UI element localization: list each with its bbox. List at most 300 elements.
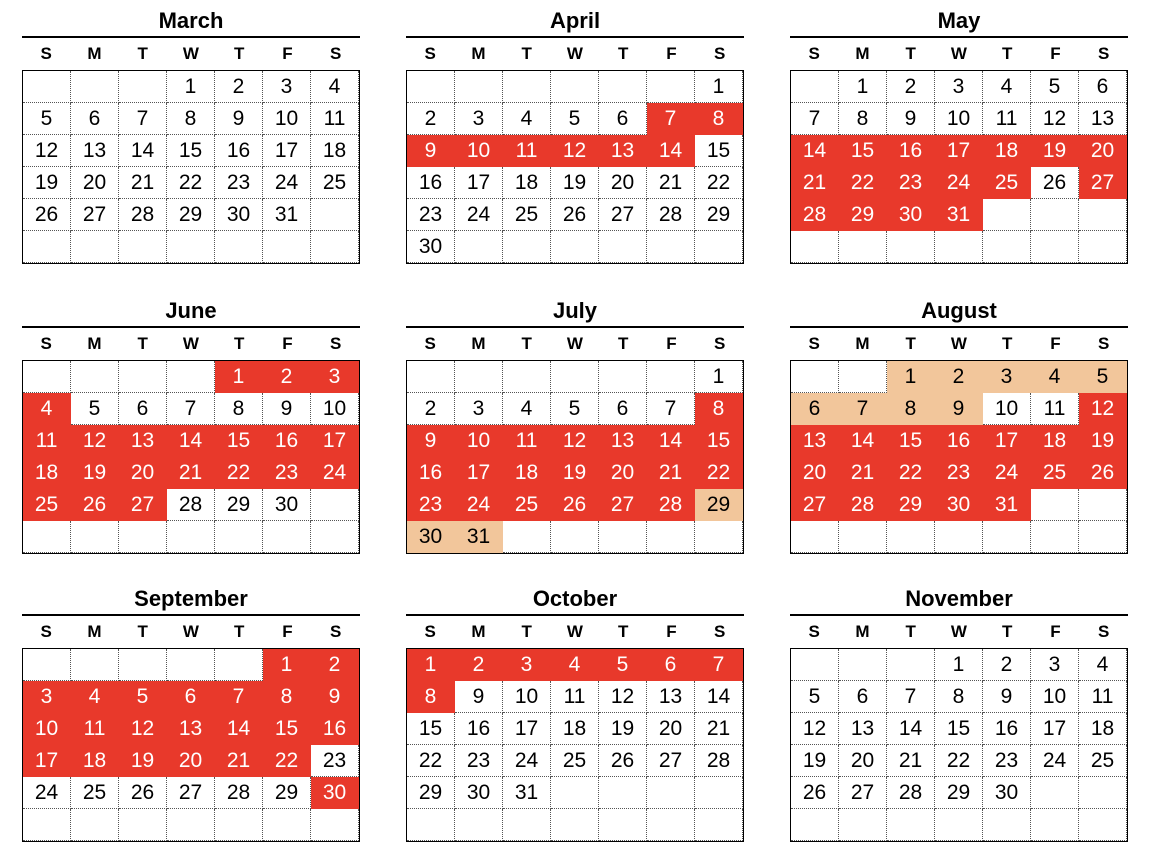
- day-cell[interactable]: 1: [935, 649, 983, 681]
- day-cell[interactable]: 30: [455, 777, 503, 809]
- day-cell[interactable]: 17: [311, 425, 359, 457]
- day-cell[interactable]: 20: [71, 167, 119, 199]
- day-cell[interactable]: 21: [167, 457, 215, 489]
- day-cell[interactable]: 4: [983, 71, 1031, 103]
- day-cell[interactable]: 22: [167, 167, 215, 199]
- day-cell[interactable]: 10: [311, 393, 359, 425]
- day-cell[interactable]: 17: [455, 167, 503, 199]
- day-cell[interactable]: 9: [407, 425, 455, 457]
- day-cell[interactable]: 11: [503, 135, 551, 167]
- day-cell[interactable]: 17: [23, 745, 71, 777]
- day-cell[interactable]: 13: [599, 135, 647, 167]
- day-cell[interactable]: 16: [455, 713, 503, 745]
- day-cell[interactable]: 29: [887, 489, 935, 521]
- day-cell[interactable]: 5: [551, 103, 599, 135]
- empty-cell: [119, 361, 167, 393]
- day-cell[interactable]: 2: [455, 649, 503, 681]
- day-cell[interactable]: 22: [695, 457, 743, 489]
- day-cell[interactable]: 18: [983, 135, 1031, 167]
- day-cell[interactable]: 27: [791, 489, 839, 521]
- day-cell[interactable]: 7: [647, 103, 695, 135]
- day-cell[interactable]: 27: [71, 199, 119, 231]
- day-cell[interactable]: 31: [935, 199, 983, 231]
- day-cell[interactable]: 28: [839, 489, 887, 521]
- day-cell[interactable]: 1: [695, 71, 743, 103]
- day-cell[interactable]: 26: [23, 199, 71, 231]
- day-cell[interactable]: 2: [935, 361, 983, 393]
- day-cell[interactable]: 16: [887, 135, 935, 167]
- day-cell[interactable]: 5: [1079, 361, 1127, 393]
- day-cell[interactable]: 30: [935, 489, 983, 521]
- empty-cell: [935, 809, 983, 841]
- day-cell[interactable]: 20: [1079, 135, 1127, 167]
- day-cell[interactable]: 14: [695, 681, 743, 713]
- day-cell[interactable]: 20: [599, 167, 647, 199]
- day-cell[interactable]: 16: [407, 167, 455, 199]
- day-cell[interactable]: 1: [407, 649, 455, 681]
- day-cell[interactable]: 28: [215, 777, 263, 809]
- day-cell[interactable]: 21: [839, 457, 887, 489]
- day-cell[interactable]: 8: [215, 393, 263, 425]
- day-cell[interactable]: 9: [311, 681, 359, 713]
- day-cell[interactable]: 17: [1031, 713, 1079, 745]
- day-cell[interactable]: 7: [695, 649, 743, 681]
- day-cell[interactable]: 13: [599, 425, 647, 457]
- day-cell[interactable]: 17: [263, 135, 311, 167]
- day-cell[interactable]: 13: [167, 713, 215, 745]
- day-cell[interactable]: 28: [791, 199, 839, 231]
- day-cell[interactable]: 29: [407, 777, 455, 809]
- day-cell[interactable]: 13: [119, 425, 167, 457]
- day-cell[interactable]: 23: [311, 745, 359, 777]
- day-cell[interactable]: 10: [983, 393, 1031, 425]
- day-cell[interactable]: 13: [839, 713, 887, 745]
- day-cell[interactable]: 21: [791, 167, 839, 199]
- day-cell[interactable]: 12: [791, 713, 839, 745]
- day-cell[interactable]: 28: [119, 199, 167, 231]
- day-cell[interactable]: 29: [167, 199, 215, 231]
- empty-cell: [1031, 489, 1079, 521]
- day-cell[interactable]: 12: [1079, 393, 1127, 425]
- day-cell[interactable]: 3: [1031, 649, 1079, 681]
- day-cell[interactable]: 21: [647, 167, 695, 199]
- day-cell[interactable]: 19: [23, 167, 71, 199]
- day-cell[interactable]: 16: [311, 713, 359, 745]
- day-cell[interactable]: 11: [1079, 681, 1127, 713]
- day-cell[interactable]: 12: [1031, 103, 1079, 135]
- empty-cell: [1031, 777, 1079, 809]
- day-cell[interactable]: 6: [1079, 71, 1127, 103]
- day-cell[interactable]: 6: [167, 681, 215, 713]
- day-cell[interactable]: 7: [167, 393, 215, 425]
- day-cell[interactable]: 31: [455, 521, 503, 553]
- day-cell[interactable]: 30: [407, 521, 455, 553]
- day-cell[interactable]: 17: [455, 457, 503, 489]
- day-cell[interactable]: 29: [263, 777, 311, 809]
- day-cell[interactable]: 6: [599, 103, 647, 135]
- day-cell[interactable]: 30: [263, 489, 311, 521]
- day-cell[interactable]: 15: [839, 135, 887, 167]
- empty-cell: [311, 809, 359, 841]
- day-cell[interactable]: 25: [983, 167, 1031, 199]
- day-cell[interactable]: 1: [839, 71, 887, 103]
- weekday-header: S: [1098, 334, 1110, 353]
- day-cell[interactable]: 12: [119, 713, 167, 745]
- day-cell[interactable]: 20: [791, 457, 839, 489]
- empty-cell: [503, 71, 551, 103]
- day-cell[interactable]: 24: [1031, 745, 1079, 777]
- day-cell[interactable]: 20: [167, 745, 215, 777]
- day-cell[interactable]: 3: [263, 71, 311, 103]
- day-cell[interactable]: 12: [599, 681, 647, 713]
- day-cell[interactable]: 2: [983, 649, 1031, 681]
- empty-cell: [119, 231, 167, 263]
- day-cell[interactable]: 25: [503, 199, 551, 231]
- day-cell[interactable]: 8: [887, 393, 935, 425]
- day-cell[interactable]: 13: [71, 135, 119, 167]
- day-cell[interactable]: 2: [215, 71, 263, 103]
- day-cell[interactable]: 21: [119, 167, 167, 199]
- day-cell[interactable]: 6: [791, 393, 839, 425]
- day-cell[interactable]: 19: [551, 457, 599, 489]
- day-cell[interactable]: 5: [599, 649, 647, 681]
- day-cell[interactable]: 4: [23, 393, 71, 425]
- day-cell[interactable]: 19: [71, 457, 119, 489]
- day-cell[interactable]: 23: [407, 199, 455, 231]
- day-cell[interactable]: 7: [119, 103, 167, 135]
- day-cell[interactable]: 2: [887, 71, 935, 103]
- day-cell[interactable]: 8: [407, 681, 455, 713]
- day-cell[interactable]: 4: [311, 71, 359, 103]
- day-cell[interactable]: 12: [23, 135, 71, 167]
- day-cell[interactable]: 29: [839, 199, 887, 231]
- day-cell[interactable]: 11: [503, 425, 551, 457]
- day-cell[interactable]: 12: [551, 425, 599, 457]
- day-cell[interactable]: 7: [215, 681, 263, 713]
- day-cell[interactable]: 31: [983, 489, 1031, 521]
- day-cell[interactable]: 9: [887, 103, 935, 135]
- day-cell[interactable]: 13: [647, 681, 695, 713]
- day-cell[interactable]: 15: [167, 135, 215, 167]
- day-cell[interactable]: 1: [887, 361, 935, 393]
- day-cell[interactable]: 5: [1031, 71, 1079, 103]
- day-cell[interactable]: 30: [887, 199, 935, 231]
- day-cell[interactable]: 25: [1079, 745, 1127, 777]
- day-cell[interactable]: 15: [407, 713, 455, 745]
- day-cell[interactable]: 14: [119, 135, 167, 167]
- day-cell[interactable]: 26: [71, 489, 119, 521]
- day-cell[interactable]: 23: [407, 489, 455, 521]
- day-cell[interactable]: 5: [551, 393, 599, 425]
- day-cell[interactable]: 22: [215, 457, 263, 489]
- day-cell[interactable]: 11: [311, 103, 359, 135]
- day-cell[interactable]: 9: [263, 393, 311, 425]
- day-cell[interactable]: 28: [647, 489, 695, 521]
- day-cell[interactable]: 18: [311, 135, 359, 167]
- day-cell[interactable]: 28: [887, 777, 935, 809]
- weekday-header: S: [40, 622, 52, 641]
- day-cell[interactable]: 22: [263, 745, 311, 777]
- day-cell[interactable]: 14: [647, 425, 695, 457]
- day-cell[interactable]: 2: [407, 393, 455, 425]
- weekday-header: T: [137, 44, 148, 63]
- day-cell[interactable]: 24: [455, 199, 503, 231]
- day-cell[interactable]: 18: [23, 457, 71, 489]
- month-april: [406, 4, 744, 264]
- day-cell[interactable]: 11: [983, 103, 1031, 135]
- day-cell[interactable]: 1: [695, 361, 743, 393]
- empty-cell: [23, 809, 71, 841]
- day-cell[interactable]: 21: [215, 745, 263, 777]
- day-cell[interactable]: 17: [983, 425, 1031, 457]
- day-cell[interactable]: 30: [215, 199, 263, 231]
- day-cell[interactable]: 15: [695, 425, 743, 457]
- day-cell[interactable]: 4: [1031, 361, 1079, 393]
- day-cell[interactable]: 7: [647, 393, 695, 425]
- day-cell[interactable]: 8: [695, 393, 743, 425]
- day-cell[interactable]: 19: [791, 745, 839, 777]
- day-cell[interactable]: 31: [503, 777, 551, 809]
- day-cell[interactable]: 1: [263, 649, 311, 681]
- day-cell[interactable]: 14: [215, 713, 263, 745]
- day-cell[interactable]: 16: [263, 425, 311, 457]
- day-cell[interactable]: 27: [119, 489, 167, 521]
- day-cell[interactable]: 22: [407, 745, 455, 777]
- day-cell[interactable]: 7: [839, 393, 887, 425]
- day-cell[interactable]: 29: [215, 489, 263, 521]
- day-cell[interactable]: 10: [263, 103, 311, 135]
- day-cell[interactable]: 11: [71, 713, 119, 745]
- day-cell[interactable]: 8: [695, 103, 743, 135]
- day-cell[interactable]: 4: [71, 681, 119, 713]
- day-cell[interactable]: 19: [551, 167, 599, 199]
- day-cell[interactable]: 21: [647, 457, 695, 489]
- day-cell[interactable]: 15: [263, 713, 311, 745]
- day-cell[interactable]: 25: [503, 489, 551, 521]
- day-cell[interactable]: 3: [311, 361, 359, 393]
- day-cell[interactable]: 2: [311, 649, 359, 681]
- day-cell[interactable]: 25: [71, 777, 119, 809]
- day-cell[interactable]: 11: [23, 425, 71, 457]
- day-cell[interactable]: 23: [887, 167, 935, 199]
- day-cell[interactable]: 27: [599, 489, 647, 521]
- day-cell[interactable]: 30: [311, 777, 359, 809]
- day-cell[interactable]: 8: [839, 103, 887, 135]
- empty-cell: [71, 361, 119, 393]
- day-cell[interactable]: 8: [263, 681, 311, 713]
- day-cell[interactable]: 10: [1031, 681, 1079, 713]
- day-cell[interactable]: 26: [551, 489, 599, 521]
- day-cell[interactable]: 19: [1079, 425, 1127, 457]
- day-cell[interactable]: 25: [311, 167, 359, 199]
- day-cell[interactable]: 1: [167, 71, 215, 103]
- day-cell[interactable]: 10: [23, 713, 71, 745]
- day-cell[interactable]: 27: [167, 777, 215, 809]
- day-cell[interactable]: 19: [1031, 135, 1079, 167]
- day-cell[interactable]: 26: [1031, 167, 1079, 199]
- day-cell[interactable]: 4: [1079, 649, 1127, 681]
- day-cell[interactable]: 20: [647, 713, 695, 745]
- day-cell[interactable]: 28: [695, 745, 743, 777]
- day-cell[interactable]: 23: [263, 457, 311, 489]
- day-cell[interactable]: 10: [935, 103, 983, 135]
- day-cell[interactable]: 3: [503, 649, 551, 681]
- day-cell[interactable]: 9: [455, 681, 503, 713]
- day-cell[interactable]: 16: [935, 425, 983, 457]
- day-cell[interactable]: 7: [791, 103, 839, 135]
- day-cell[interactable]: 26: [119, 777, 167, 809]
- empty-cell: [23, 71, 71, 103]
- day-cell[interactable]: 14: [791, 135, 839, 167]
- day-cell[interactable]: 12: [551, 135, 599, 167]
- day-cell[interactable]: 20: [839, 745, 887, 777]
- day-cell[interactable]: 9: [935, 393, 983, 425]
- weekday-header: M: [471, 44, 486, 63]
- day-cell[interactable]: 24: [23, 777, 71, 809]
- day-cell[interactable]: 17: [935, 135, 983, 167]
- day-cell[interactable]: 22: [887, 457, 935, 489]
- day-cell[interactable]: 14: [167, 425, 215, 457]
- day-cell[interactable]: 25: [1031, 457, 1079, 489]
- day-cell[interactable]: 3: [935, 71, 983, 103]
- day-cell[interactable]: 11: [1031, 393, 1079, 425]
- day-cell[interactable]: 2: [407, 103, 455, 135]
- weekday-header: T: [618, 622, 629, 641]
- day-cell[interactable]: 10: [503, 681, 551, 713]
- empty-cell: [1031, 199, 1079, 231]
- day-cell[interactable]: 8: [167, 103, 215, 135]
- day-cell[interactable]: 28: [647, 199, 695, 231]
- day-cell[interactable]: 30: [407, 231, 455, 263]
- day-cell[interactable]: 10: [455, 425, 503, 457]
- day-cell[interactable]: 27: [1079, 167, 1127, 199]
- day-cell[interactable]: 5: [23, 103, 71, 135]
- day-cell[interactable]: 11: [551, 681, 599, 713]
- day-cell[interactable]: 18: [1079, 713, 1127, 745]
- day-cell[interactable]: 9: [407, 135, 455, 167]
- day-cell[interactable]: 12: [71, 425, 119, 457]
- day-cell[interactable]: 30: [983, 777, 1031, 809]
- day-cell[interactable]: 20: [599, 457, 647, 489]
- day-cell[interactable]: 26: [599, 745, 647, 777]
- day-cell[interactable]: 24: [935, 167, 983, 199]
- day-cell[interactable]: 9: [215, 103, 263, 135]
- day-cell[interactable]: 27: [839, 777, 887, 809]
- day-cell[interactable]: 3: [455, 393, 503, 425]
- day-grid: [406, 70, 744, 264]
- day-cell[interactable]: 29: [695, 199, 743, 231]
- day-cell[interactable]: 20: [119, 457, 167, 489]
- day-cell[interactable]: 4: [503, 103, 551, 135]
- day-cell[interactable]: 23: [455, 745, 503, 777]
- day-cell[interactable]: 16: [215, 135, 263, 167]
- day-cell[interactable]: 26: [1079, 457, 1127, 489]
- day-cell[interactable]: 14: [647, 135, 695, 167]
- day-cell[interactable]: 24: [455, 489, 503, 521]
- day-cell[interactable]: 14: [839, 425, 887, 457]
- day-cell[interactable]: 10: [455, 135, 503, 167]
- day-cell[interactable]: 28: [167, 489, 215, 521]
- day-cell[interactable]: 15: [887, 425, 935, 457]
- empty-cell: [119, 809, 167, 841]
- day-cell[interactable]: 21: [887, 745, 935, 777]
- day-cell[interactable]: 4: [551, 649, 599, 681]
- day-cell[interactable]: 26: [791, 777, 839, 809]
- day-cell[interactable]: 19: [599, 713, 647, 745]
- day-cell[interactable]: 8: [935, 681, 983, 713]
- day-cell[interactable]: 15: [935, 713, 983, 745]
- day-cell[interactable]: 3: [983, 361, 1031, 393]
- day-cell[interactable]: 22: [935, 745, 983, 777]
- day-cell[interactable]: 6: [647, 649, 695, 681]
- day-cell[interactable]: 16: [983, 713, 1031, 745]
- day-cell[interactable]: 1: [215, 361, 263, 393]
- day-cell[interactable]: 21: [695, 713, 743, 745]
- day-cell[interactable]: 5: [119, 681, 167, 713]
- day-cell[interactable]: 17: [503, 713, 551, 745]
- day-cell[interactable]: 22: [839, 167, 887, 199]
- day-cell[interactable]: 29: [935, 777, 983, 809]
- day-cell[interactable]: 25: [23, 489, 71, 521]
- day-cell[interactable]: 13: [1079, 103, 1127, 135]
- day-cell[interactable]: 26: [551, 199, 599, 231]
- day-cell[interactable]: 23: [215, 167, 263, 199]
- day-cell[interactable]: 5: [71, 393, 119, 425]
- day-cell[interactable]: 6: [119, 393, 167, 425]
- weekday-header: S: [714, 334, 726, 353]
- day-cell[interactable]: 18: [551, 713, 599, 745]
- day-cell[interactable]: 3: [23, 681, 71, 713]
- empty-cell: [503, 231, 551, 263]
- day-cell[interactable]: 2: [263, 361, 311, 393]
- day-cell[interactable]: 9: [983, 681, 1031, 713]
- day-cell[interactable]: 19: [119, 745, 167, 777]
- day-cell[interactable]: 24: [311, 457, 359, 489]
- day-cell[interactable]: 24: [503, 745, 551, 777]
- month-title: September: [22, 582, 360, 616]
- day-cell[interactable]: 23: [983, 745, 1031, 777]
- day-cell[interactable]: 31: [263, 199, 311, 231]
- day-cell[interactable]: 6: [839, 681, 887, 713]
- weekday-header: S: [330, 334, 342, 353]
- day-cell[interactable]: 5: [791, 681, 839, 713]
- day-cell[interactable]: 13: [791, 425, 839, 457]
- day-cell[interactable]: 6: [71, 103, 119, 135]
- day-cell[interactable]: 18: [503, 167, 551, 199]
- day-cell[interactable]: 22: [695, 167, 743, 199]
- day-cell[interactable]: 15: [695, 135, 743, 167]
- weekday-header: W: [950, 44, 967, 63]
- day-cell[interactable]: 18: [71, 745, 119, 777]
- day-cell[interactable]: 29: [695, 489, 743, 521]
- day-cell[interactable]: 27: [599, 199, 647, 231]
- day-cell[interactable]: 24: [263, 167, 311, 199]
- day-cell[interactable]: 24: [983, 457, 1031, 489]
- day-cell[interactable]: 18: [1031, 425, 1079, 457]
- day-cell[interactable]: 15: [215, 425, 263, 457]
- day-cell[interactable]: 7: [887, 681, 935, 713]
- day-cell[interactable]: 23: [935, 457, 983, 489]
- day-cell[interactable]: 16: [407, 457, 455, 489]
- day-cell[interactable]: 4: [503, 393, 551, 425]
- day-cell[interactable]: 6: [599, 393, 647, 425]
- day-cell[interactable]: 27: [647, 745, 695, 777]
- day-cell[interactable]: 18: [503, 457, 551, 489]
- weekday-header: S: [1098, 622, 1110, 641]
- day-cell[interactable]: 3: [455, 103, 503, 135]
- day-cell[interactable]: 14: [887, 713, 935, 745]
- day-cell[interactable]: 25: [551, 745, 599, 777]
